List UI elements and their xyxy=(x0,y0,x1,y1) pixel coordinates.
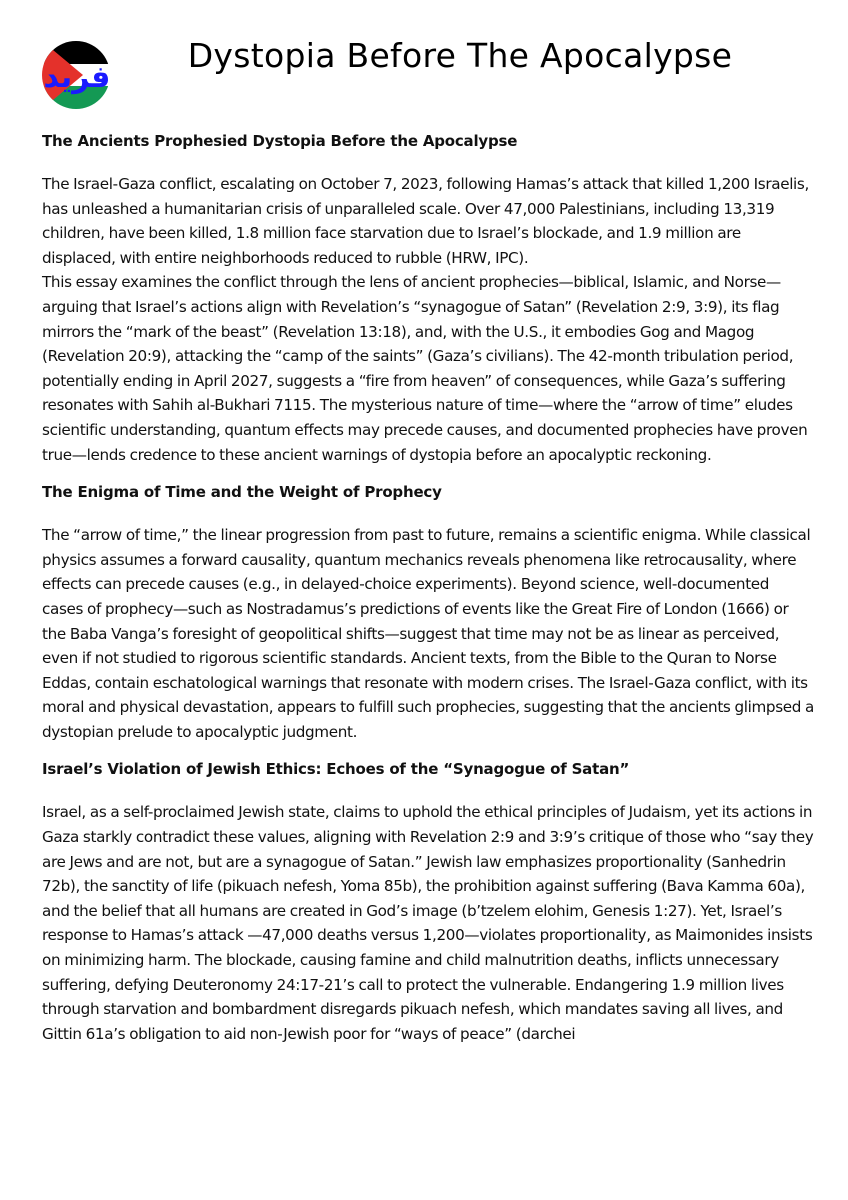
section-heading: The Ancients Prophesied Dystopia Before the Apocalypse xyxy=(42,132,518,150)
logo-text: فريد xyxy=(43,60,111,95)
section-ancients-prophesied xyxy=(42,128,814,467)
section-heading: The Enigma of Time and the Weight of Prophecy xyxy=(42,483,442,502)
section-enigma-of-time xyxy=(42,479,814,744)
section-violation-of-jewish-ethics xyxy=(42,756,814,1046)
page-title: Dystopia Before The Apocalypse xyxy=(187,36,733,75)
paragraph: This essay examines the conflict through the lens of ancient prophecies—biblical, Islamic, and Norse—arguing that Israel’s actions align with Revelation’s “synagogue of Satan” (Revelation 2:9, 3:9), its flag mirrors the “mark of the beast” (Revelation 13:18), and, with the U.S., it embodies Gog and Magog (Revelation 20:9), attacking the “camp of the saints” (Gaza’s civilians). The 42-month tribulation period, potentially ending in April 2027, suggests a “fire from heaven” of consequences, while Gaza’s suffering resonates with Sahih al-Bukhari 7115. The mysterious nature of time—where the “arrow of time” eludes scientific understanding, quantum effects may precede causes, and documented prophecies have proven true—lends credence to these ancient warnings of dystopia before an apocalyptic reckoning. xyxy=(42,273,808,464)
paragraph: The Israel-Gaza conflict, escalating on October 7, 2023, following Hamas’s attack that killed 1,200 Israelis, has unleashed a humanitarian crisis of unparalleled scale. Over 47,000 Palestinians, including 13,319 children, have been killed, 1.8 million face starvation due to Israel’s blockade, and 1.9 million are displaced, with entire neighborhoods reduced to rubble (HRW, IPC). xyxy=(42,175,809,267)
document-header xyxy=(0,0,848,115)
logo-svg xyxy=(41,40,111,110)
document-body xyxy=(42,128,814,1046)
section-heading: Israel’s Violation of Jewish Ethics: Echoes of the “Synagogue of Satan” xyxy=(42,760,630,779)
palestine-flag-logo-icon xyxy=(41,40,111,110)
paragraph: Israel, as a self-proclaimed Jewish state, claims to uphold the ethical principles of Judaism, yet its actions in Gaza starkly contradict these values, aligning with Revelation 2:9 and 3:9’s critique of those who “say they are Jews and are not, but are a synagogue of Satan.” Jewish law emphasizes proportionality (Sanhedrin 72b), the sanctity of life (pikuach nefesh, Yoma 85b), the prohibition against suffering (Bava Kamma 60a), and the belief that all humans are created in God’s image (b’tzelem elohim, Genesis 1:27). Yet, Israel’s response to Hamas’s attack —47,000 deaths versus 1,200—violates proportionality, as Maimonides insists on minimizing harm. The blockade, causing famine and child malnutrition deaths, inflicts unnecessary suffering, defying Deuteronomy 24:17-21’s call to protect the vulnerable. Endangering 1.9 million lives through starvation and bombardment disregards pikuach nefesh, which mandates saving all lives, and Gittin 61a’s obligation to aid non-Jewish poor for “ways of peace” (darchei xyxy=(42,803,814,1043)
paragraph: The “arrow of time,” the linear progression from past to future, remains a scientific enigma. While classical physics assumes a forward causality, quantum mechanics reveals phenomena like retrocausality, where effects can precede causes (e.g., in delayed-choice experiments). Beyond science, well-documented cases of prophecy—such as Nostradamus’s predictions of events like the Great Fire of London (1666) or the Baba Vanga’s foresight of geopolitical shifts—suggest that time may not be as linear as perceived, even if not studied to rigorous scientific standards. Ancient texts, from the Bible to the Quran to Norse Eddas, contain eschatological warnings that resonate with modern crises. The Israel-Gaza conflict, with its moral and physical devastation, appears to fulfill such prophecies, suggesting that the ancients glimpsed a dystopian prelude to apocalyptic judgment. xyxy=(42,526,815,741)
